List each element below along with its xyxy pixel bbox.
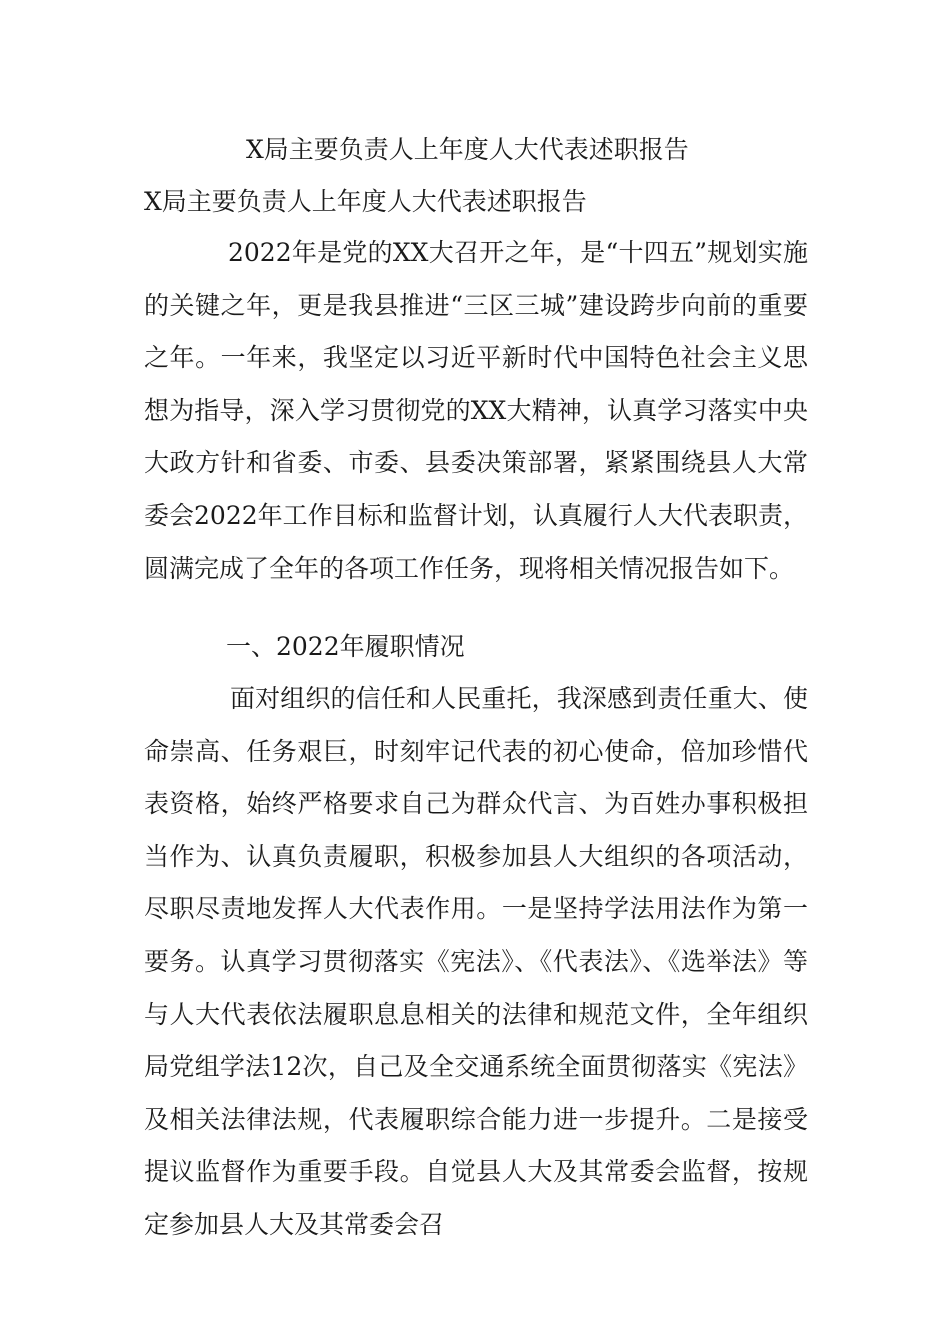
paragraph-performance: 面对组织的信任和人民重托，我深感到责任重大、使命崇高、任务艰巨，时刻牢记代表的初心使命，倍加珍惜代表资格，始终严格要求自己为群众代言、为百姓办事积极担当作为、认真负责履职，积极参加县人大组织的各项活动，尽职尽责地发挥人大代表作用。一是坚持学法用法作为第一要务。认真学习贯彻落实《宪法》、《代表法》、《选举法》等与人大代表依法履职息息相关的法律和规范文件，全年组织局党组学法12次，自己及全交通系统全面贯彻落实《宪法》及相关法律法规，代表履职综合能力进一步提升。二是接受提议监督作为重要手段。自觉县人大及其常委会监督，按规定参加县人大及其常委会召 [144,684,808,1239]
document-title: X局主要负责人上年度人大代表述职报告 [246,135,689,164]
document-subtitle: X局主要负责人上年度人大代表述职报告 [144,187,587,216]
paragraph-intro: 2022年是党的XX大召开之年，是“十四五”规划实施的关键之年，更是我县推进“三区三城”建设跨步向前的重要之年。一年来，我坚定以习近平新时代中国特色社会主义思想为指导，深入学习贯彻党的XX大精神，认真学习落实中央大政方针和省委、市委、县委决策部署，紧紧围绕县人大常委会2022年工作目标和监督计划，认真履行人大代表职责，圆满完成了全年的各项工作任务，现将相关情况报告如下。 [144,238,808,583]
section-heading: 一、2022年履职情况 [226,632,465,661]
